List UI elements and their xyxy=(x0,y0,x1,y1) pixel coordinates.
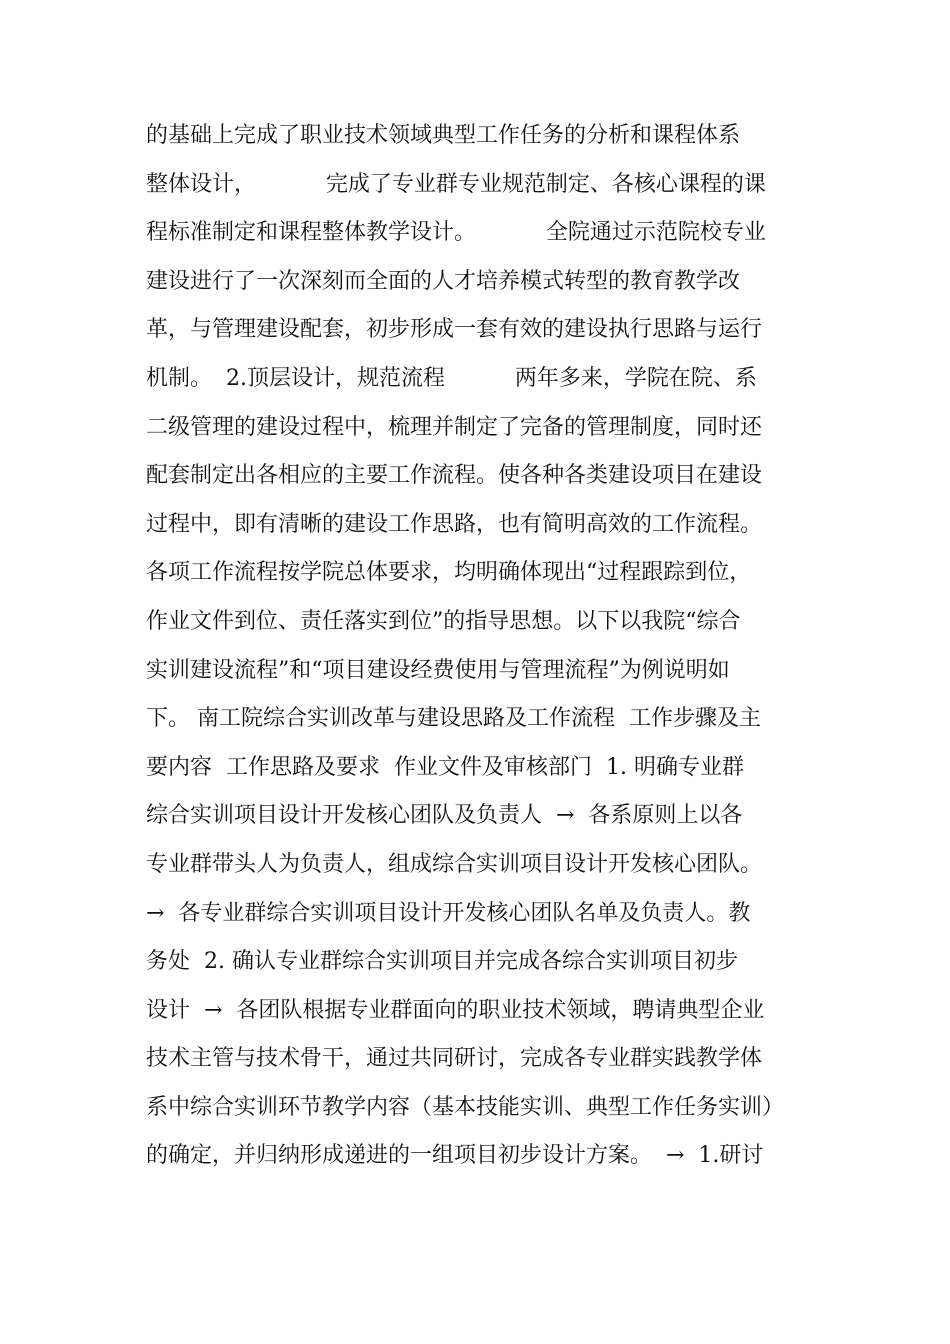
text-line: 实训建设流程”和“项目建设经费使用与管理流程”为例说明如 xyxy=(146,657,730,683)
text-line: 机制。 2.顶层设计，规范流程 两年多来，学院在院、系 xyxy=(146,365,757,391)
text-line: 要内容 工作思路及要求 作业文件及审核部门 1. 明确专业群 xyxy=(146,754,744,780)
text-line: 专业群带头人为负责人，组成综合实训项目设计开发核心团队。 xyxy=(146,851,763,877)
text-line: 整体设计， 完成了专业群专业规范制定、各核心课程的课 xyxy=(146,171,766,197)
document-body xyxy=(146,112,826,1181)
text-line: 二级管理的建设过程中，梳理并制定了完备的管理制度，同时还 xyxy=(146,414,763,440)
text-line: 技术主管与技术骨干，通过共同研讨，完成各专业群实践教学体 xyxy=(146,1046,763,1072)
text-line: 建设进行了一次深刻而全面的人才培养模式转型的教育教学改 xyxy=(146,268,741,294)
text-line: 程标准制定和课程整体教学设计。 全院通过示范院校专业 xyxy=(146,220,766,246)
text-line: 下。 南工院综合实训改革与建设思路及工作流程 工作步骤及主 xyxy=(146,706,761,732)
text-line: 设计 → 各团队根据专业群面向的职业技术领域，聘请典型企业 xyxy=(146,997,765,1023)
text-line: 革，与管理建设配套，初步形成一套有效的建设执行思路与运行 xyxy=(146,317,763,343)
text-line: 的基础上完成了职业技术领域典型工作任务的分析和课程体系 xyxy=(146,123,741,148)
text-line: → 各专业群综合实训项目设计开发核心团队名单及负责人。教 xyxy=(146,900,751,926)
text-line: 过程中，即有清晰的建设工作思路，也有简明高效的工作流程。 xyxy=(146,511,763,537)
text-line: 综合实训项目设计开发核心团队及负责人 → 各系原则上以各 xyxy=(146,803,743,829)
text-line: 务处 2. 确认专业群综合实训项目并完成各综合实训项目初步 xyxy=(146,949,738,975)
text-line: 系中综合实训环节教学内容（基本技能实训、典型工作任务实训） xyxy=(146,1094,785,1120)
text-line: 各项工作流程按学院总体要求，均明确体现出“过程跟踪到位， xyxy=(146,560,752,586)
text-line: 配套制定出各相应的主要工作流程。使各种各类建设项目在建设 xyxy=(146,463,763,489)
text-line: 的确定，并归纳形成递进的一组项目初步设计方案。 → 1.研讨 xyxy=(146,1143,764,1169)
text-line: 作业文件到位、责任落实到位”的指导思想。以下以我院“综合 xyxy=(146,608,741,634)
